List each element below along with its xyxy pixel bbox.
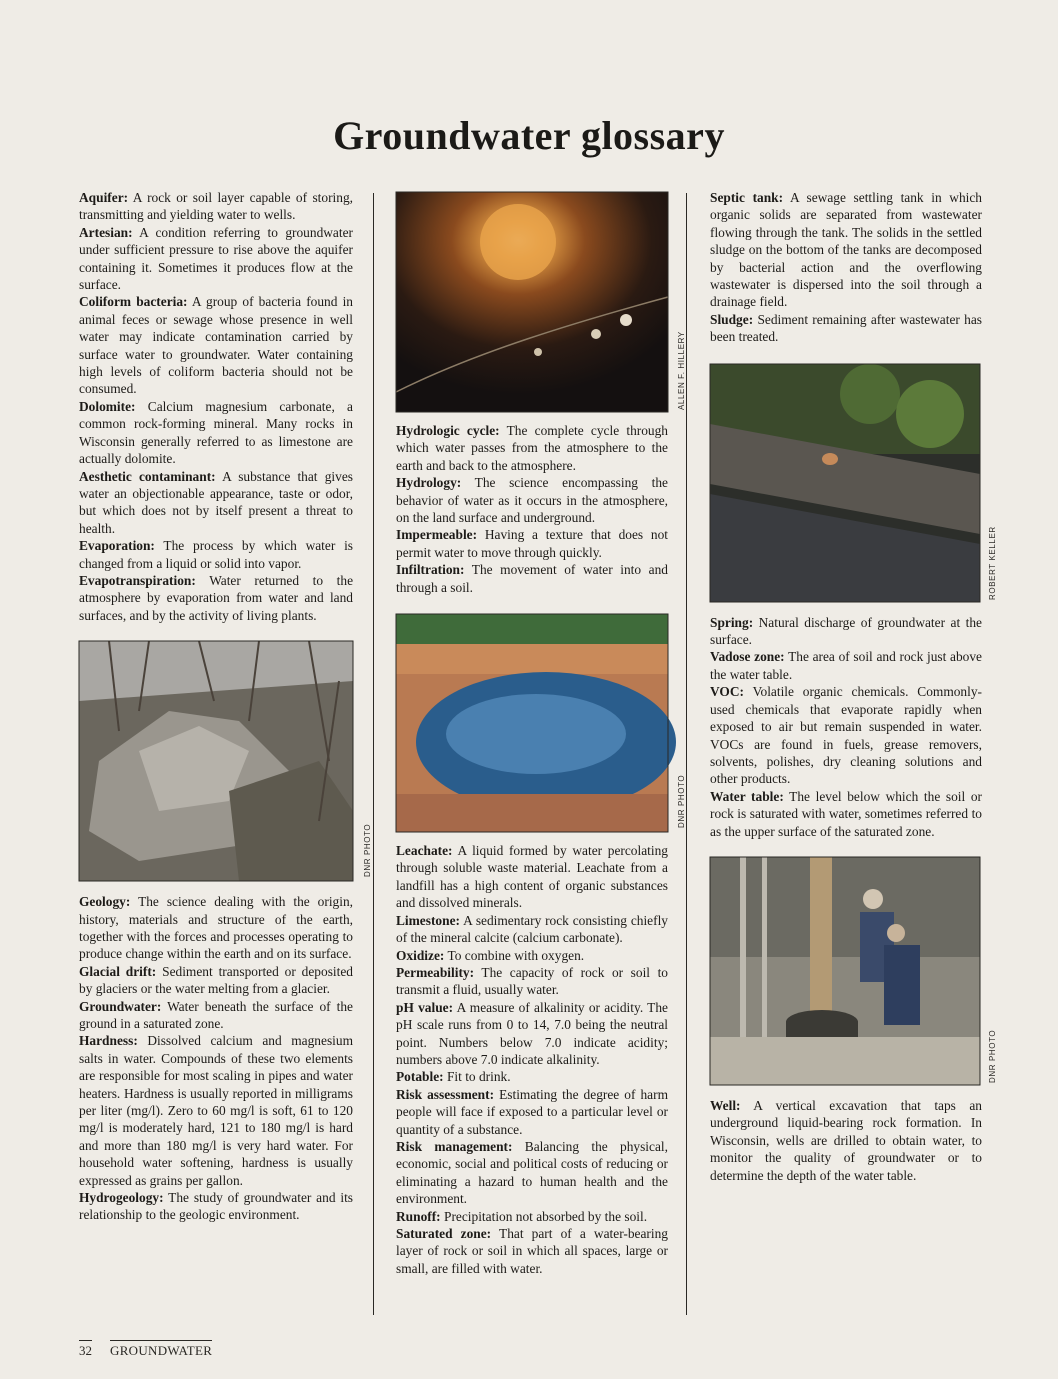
glossary-term: Aesthetic contaminant: (79, 468, 216, 484)
glossary-group (710, 614, 982, 840)
glossary-definition: The complete cycle through which water passes from the atmosphere to the earth and back to the atmosphere. (396, 423, 668, 473)
glossary-group (396, 422, 668, 596)
glossary-term: VOC: (710, 684, 744, 700)
glossary-term: Hydrology: (396, 475, 462, 491)
glossary-term: Coliform bacteria: (79, 294, 188, 310)
glossary-definition: A rock or soil layer capable of storing, transmitting and yielding water to wells. (79, 190, 354, 223)
glossary-term: Limestone: (396, 912, 460, 928)
glossary-entry (396, 999, 668, 1069)
glossary-definition: Dissolved calcium and magnesium salts in water. Compounds of these two elements are responsible for most scaling in pipes and water heaters. Hardness is usually reported in milligrams per liter (mg/l). Zero to 60 mg/l is soft, 61 to 120 mg/l is moderately hard, 121 to 180 mg/l is hard and more than 180 mg/l is very hard water. For household water softening, hardness is usually expressed as grains per gallon. (79, 1033, 353, 1188)
glossary-group (396, 842, 668, 1277)
glossary-term: Sludge: (710, 311, 754, 327)
photo-credit-rocks: DNR PHOTO (363, 823, 372, 878)
glossary-definition: The science encompassing the behavior of water as it occurs in the atmosphere, on the land surface and underground. (396, 475, 668, 526)
glossary-definition: Volatile organic chemicals. Commonly-used chemicals that evaporate rapidly when exposed to air but remain suspended in water. VOCs are found in fuels, grease removers, solvents, polishes, dry cleaning solutions and other products. (710, 684, 983, 787)
glossary-term: Hydrologic cycle: (396, 423, 500, 438)
glossary-entry (79, 293, 353, 397)
glossary-entry (710, 189, 982, 311)
column-divider-left (373, 193, 374, 1315)
glossary-definition: A vertical excavation that taps an underground liquid-bearing rock formation. In Wisconsin, wells are drilled to obtain water, to monitor the quality of groundwater or to determine the depth of the water table. (710, 1097, 982, 1183)
glossary-entry (396, 474, 668, 526)
glossary-definition: Water returned to the atmosphere by evaporation from water and land surfaces, and by the activity of living plants. (79, 572, 354, 623)
glossary-definition: Natural discharge of groundwater at the surface. (710, 614, 982, 648)
glossary-term: Well: (710, 1097, 741, 1113)
glossary-entry (396, 1138, 668, 1208)
photo-credit-well: DNR PHOTO (988, 1029, 997, 1083)
glossary-term: Infiltration: (396, 562, 465, 578)
glossary-entry (396, 842, 668, 912)
glossary-entry (710, 614, 982, 649)
glossary-definition: Water beneath the surface of the ground in a saturated zone. (79, 998, 353, 1031)
glossary-term: Impermeable: (396, 527, 478, 543)
well-drilling-photo (710, 857, 997, 1085)
glossary-entry (396, 561, 668, 596)
glossary-definition: The study of groundwater and its relationship to the geologic environment. (79, 1190, 354, 1223)
glossary-term: Potable: (396, 1069, 444, 1085)
glossary-term: Hardness: (79, 1033, 138, 1049)
glossary-term: Vadose zone: (710, 649, 785, 665)
photo-credit-sunset: ALLEN F. HILLERY (677, 331, 686, 410)
glossary-term: Water table: (710, 788, 784, 804)
glossary-term: Septic tank: (710, 190, 784, 205)
glossary-term: Runoff: (396, 1208, 441, 1224)
glossary-definition: Sediment transported or deposited by glaciers or the water melting from a glacier. (79, 963, 353, 997)
glossary-definition: The level below which the soil or rock is saturated with water, sometimes referred to as the upper surface of the saturated zone. (710, 788, 982, 839)
glossary-term: Geology: (79, 894, 131, 910)
glossary-term: Groundwater: (79, 998, 162, 1014)
glossary-definition: A sewage settling tank in which organic solids are separated from wastewater flowing through the tank. The solids in the settled sludge on the bottom of the tanks are decomposed by bacterial action and the overflowing wastewater is dispersed into the soil through a drainage field. (710, 190, 982, 310)
section-name: GROUNDWATER (110, 1340, 212, 1359)
glossary-entry (79, 1189, 353, 1224)
glossary-term: Evaporation: (79, 538, 155, 554)
glossary-entry (396, 947, 668, 964)
glossary-definition: Estimating the degree of harm people will face if exposed to a particular level or quantity of a substance. (396, 1086, 668, 1137)
glossary-definition: A condition referring to groundwater under sufficient pressure to rise above the aquifer containing it. Sometimes it produces flow at the surface. (79, 224, 353, 293)
glossary-term: Risk management: (396, 1138, 513, 1154)
photo-credit-pond: DNR PHOTO (677, 774, 686, 829)
glossary-definition: Balancing the physical, economic, social and political costs of reducing or eliminating a hazard to human health and the environment. (396, 1138, 668, 1207)
glossary-entry (396, 912, 668, 947)
glossary-entry (396, 422, 668, 474)
glossary-entry (396, 526, 668, 561)
column-left (79, 189, 372, 1224)
page-footer (79, 1340, 212, 1359)
photo-credit-spring: ROBERT KELLER (988, 525, 997, 600)
glossary-definition: That part of a water-bearing layer of rock or soil in which all spaces, large or small, are filled with water. (396, 1226, 668, 1276)
glossary-group (710, 1097, 982, 1184)
glossary-term: Risk assessment: (396, 1086, 495, 1102)
glossary-term: Glacial drift: (79, 963, 157, 979)
glossary-entry (396, 964, 668, 999)
column-middle (396, 189, 686, 1277)
glossary-term: Leachate: (396, 843, 453, 859)
glossary-entry (710, 311, 982, 346)
glossary-definition: A group of bacteria found in animal feces or sewage whose presence in well water may indicate contamination carried by surface water to groundwater. Water containing high levels of coliform bacteria should not be consumed. (79, 294, 353, 397)
page-title: Groundwater glossary (333, 113, 725, 158)
glossary-group (79, 189, 353, 624)
glossary-definition: Having a texture that does not permit water to move through quickly. (396, 527, 668, 560)
rock-outcrop-photo (79, 641, 372, 881)
pond-photo (396, 614, 686, 832)
glossary-entry (79, 1032, 353, 1189)
glossary-entry (396, 1068, 668, 1085)
glossary-entry (79, 998, 353, 1033)
glossary-term: Aquifer: (79, 190, 129, 205)
glossary-definition: A substance that gives water an objectionable appearance, taste or odor, but which does not by itself present a threat to health. (79, 468, 353, 536)
glossary-definition: The science dealing with the origin, history, materials and structure of the earth, together with the forces and processes operating to produce change within the earth and on its surface. (79, 894, 354, 962)
glossary-definition: To combine with oxygen. (447, 947, 585, 963)
glossary-entry (79, 468, 353, 538)
glossary-term: Hydrogeology: (79, 1190, 164, 1206)
glossary-definition: Fit to drink. (446, 1069, 511, 1085)
glossary-definition: The area of soil and rock just above the water table. (710, 649, 982, 682)
glossary-term: Spring: (710, 614, 754, 630)
glossary-term: Dolomite: (79, 398, 136, 414)
glossary-entry (396, 1086, 668, 1138)
glossary-entry (396, 1225, 668, 1277)
glossary-term: Permeability: (396, 964, 475, 980)
glossary-entry (710, 788, 982, 840)
glossary-definition: The process by which water is changed from a liquid or solid into vapor. (79, 538, 354, 571)
glossary-entry (396, 1208, 668, 1225)
glossary-entry (79, 572, 353, 624)
glossary-definition: Sediment remaining after wastewater has been treated. (710, 311, 982, 345)
glossary-entry (79, 963, 353, 998)
glossary-term: pH value: (396, 999, 454, 1015)
glossary-definition: A sedimentary rock consisting chiefly of the mineral calcite (calcium carbonate). (396, 912, 669, 946)
glossary-group (79, 893, 353, 1224)
glossary-definition: A liquid formed by water percolating through soluble waste material. Leachate from a landfill has a high content of organic substances and dissolved minerals. (396, 843, 669, 911)
glossary-definition: A measure of alkalinity or acidity. The pH scale runs from 0 to 14, 7.0 being the neutral point. Numbers below 7.0 indicate acidity; numbers above 7.0 indicate alkalinity. (396, 999, 669, 1067)
glossary-definition: Precipitation not absorbed by the soil. (444, 1208, 648, 1224)
glossary-entry (79, 189, 353, 224)
glossary-entry (710, 648, 982, 683)
page-number: 32 (79, 1340, 92, 1359)
glossary-entry (79, 537, 353, 572)
glossary-entry (79, 224, 353, 294)
glossary-definition: Calcium magnesium carbonate, a common rock-forming mineral. Many rocks in Wisconsin generally referred to as limestone are actually dolomite. (79, 398, 353, 467)
glossary-term: Saturated zone: (396, 1226, 492, 1241)
glossary-term: Oxidize: (396, 947, 445, 963)
glossary-entry (710, 683, 982, 787)
glossary-entry (79, 398, 353, 468)
spring-photo (710, 364, 997, 602)
glossary-definition: The capacity of rock or soil to transmit a fluid, usually water. (396, 964, 668, 998)
glossary-term: Artesian: (79, 224, 133, 240)
column-right (710, 189, 997, 1184)
glossary-entry (710, 1097, 982, 1184)
glossary-definition: The movement of water into and through a soil. (396, 562, 668, 595)
glossary-entry (79, 893, 353, 963)
glossary-term: Evapotranspiration: (79, 572, 196, 588)
glossary-group (710, 189, 982, 346)
sunset-dewdrops-photo (396, 192, 686, 412)
